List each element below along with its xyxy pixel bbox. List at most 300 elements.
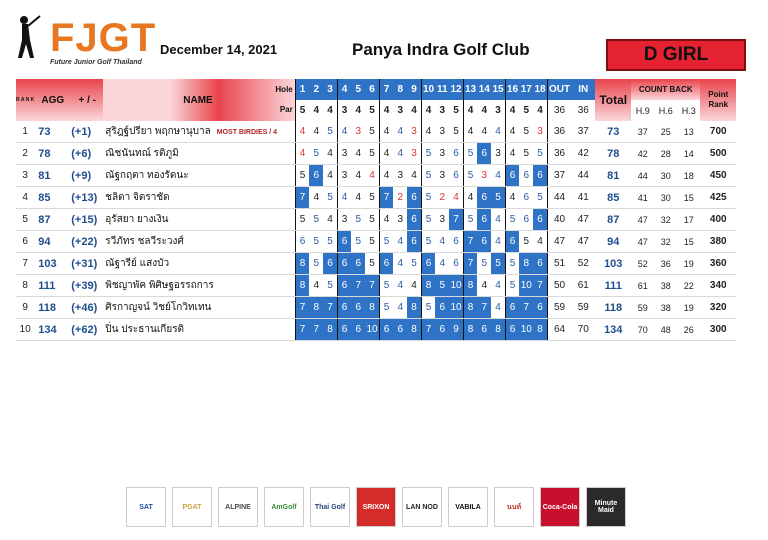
- sponsor-logo: LAN NOD: [402, 487, 442, 527]
- player-cb-h3: 15: [677, 231, 700, 253]
- player-points: 700: [700, 121, 736, 143]
- out-header: OUT: [547, 79, 571, 100]
- player-agg: 94: [34, 231, 71, 253]
- player-in: 41: [571, 187, 595, 209]
- par-value: 5: [523, 105, 530, 116]
- par-in: 36: [577, 105, 589, 116]
- hole-score: 8: [309, 297, 323, 319]
- player-cb-h6: 32: [654, 209, 677, 231]
- player-agg: 111: [34, 275, 71, 297]
- hole-score: 5: [323, 121, 337, 143]
- hole-score: 4: [379, 143, 393, 165]
- hole-score: 4: [393, 143, 407, 165]
- hole-score: 8: [295, 275, 309, 297]
- point-rank-header: Point Rank: [700, 79, 736, 121]
- hole-score: 8: [519, 253, 533, 275]
- player-rank: 6: [16, 231, 34, 253]
- player-in: 42: [571, 143, 595, 165]
- hole-score: 5: [365, 231, 379, 253]
- player-agg: 81: [34, 165, 71, 187]
- hole-score: 6: [505, 297, 519, 319]
- player-rank: 3: [16, 165, 34, 187]
- hole-score: 4: [393, 253, 407, 275]
- player-cb-h9: 42: [631, 143, 654, 165]
- hole-score: 6: [337, 297, 351, 319]
- player-points: 320: [700, 297, 736, 319]
- hole-score: 4: [323, 143, 337, 165]
- hole-score: 6: [449, 231, 463, 253]
- hole-score: 4: [309, 121, 323, 143]
- hole-number-header: 10: [421, 79, 435, 100]
- hole-score: 5: [519, 143, 533, 165]
- hole-score: 6: [449, 143, 463, 165]
- hole-score: 4: [393, 121, 407, 143]
- hole-score: 3: [533, 121, 547, 143]
- player-to-par: (+9): [71, 165, 103, 187]
- hole-score: 10: [449, 297, 463, 319]
- par-value: 4: [463, 100, 477, 121]
- hole-score: 8: [463, 275, 477, 297]
- rank-header: R A N K: [16, 79, 34, 121]
- hole-score: 4: [435, 231, 449, 253]
- division-title: D GIRL: [606, 39, 746, 71]
- hole-score: 7: [379, 187, 393, 209]
- hole-score: 5: [463, 143, 477, 165]
- hole-score: 5: [323, 231, 337, 253]
- player-rank: 10: [16, 319, 34, 341]
- player-cb-h6: 38: [654, 275, 677, 297]
- hole-score: 5: [365, 209, 379, 231]
- player-cb-h3: 19: [677, 297, 700, 319]
- hole-score: 8: [407, 297, 421, 319]
- player-in: 44: [571, 165, 595, 187]
- hole-score: 4: [351, 165, 365, 187]
- player-name-cell: [103, 187, 295, 209]
- hole-score: 4: [463, 121, 477, 143]
- player-in: 59: [571, 297, 595, 319]
- player-row: [16, 143, 736, 165]
- hole-score: 7: [519, 297, 533, 319]
- hole-score: 3: [337, 143, 351, 165]
- hole-score: 6: [393, 319, 407, 341]
- hole-score: 3: [435, 143, 449, 165]
- player-name: สุริฎฐ์ปรียา พฤกษานุบาล: [105, 126, 211, 137]
- hole-score: 4: [491, 209, 505, 231]
- player-out: 51: [547, 253, 571, 275]
- hole-score: 3: [393, 165, 407, 187]
- player-agg: 87: [34, 209, 71, 231]
- hole-number-header: 6: [365, 79, 379, 100]
- player-out: 36: [547, 121, 571, 143]
- hole-score: 8: [463, 319, 477, 341]
- hole-score: 5: [505, 253, 519, 275]
- par-value: 3: [337, 100, 351, 121]
- hole-score: 5: [379, 297, 393, 319]
- player-points: 340: [700, 275, 736, 297]
- hole-score: 4: [421, 121, 435, 143]
- hole-score: 4: [379, 165, 393, 187]
- hole-number-header: 15: [491, 79, 505, 100]
- hole-score: 5: [533, 187, 547, 209]
- hole-score: 4: [295, 143, 309, 165]
- player-cb-h9: 52: [631, 253, 654, 275]
- hole-score: 7: [295, 319, 309, 341]
- hole-score: 7: [295, 187, 309, 209]
- hole-score: 4: [477, 121, 491, 143]
- hole-score: 10: [449, 275, 463, 297]
- player-cb-h9: 47: [631, 209, 654, 231]
- par-value: 4: [481, 105, 488, 116]
- hole-number-header: 1: [295, 79, 309, 100]
- sponsor-logo: ALPINE: [218, 487, 258, 527]
- hole-score: 5: [379, 231, 393, 253]
- player-cb-h9: 70: [631, 319, 654, 341]
- hole-score: 7: [421, 319, 435, 341]
- player-agg: 134: [34, 319, 71, 341]
- hole-score: 5: [365, 143, 379, 165]
- hole-score: 4: [491, 165, 505, 187]
- hole-score: 4: [295, 121, 309, 143]
- hole-score: 4: [351, 143, 365, 165]
- player-cb-h3: 14: [677, 143, 700, 165]
- player-cb-h6: 36: [654, 253, 677, 275]
- hole-score: 4: [407, 275, 421, 297]
- hole-score: 8: [491, 319, 505, 341]
- player-cb-h3: 22: [677, 275, 700, 297]
- hole-score: 7: [309, 319, 323, 341]
- hole-score: 5: [407, 253, 421, 275]
- player-out: 40: [547, 209, 571, 231]
- sponsor-logo: SRIXON: [356, 487, 396, 527]
- player-total: 118: [595, 297, 631, 319]
- hole-score: 5: [379, 275, 393, 297]
- hole-score: 6: [533, 253, 547, 275]
- hole-score: 6: [435, 319, 449, 341]
- player-cb-h9: 47: [631, 231, 654, 253]
- hole-score: 5: [295, 165, 309, 187]
- hole-score: 3: [435, 121, 449, 143]
- hole-score: 4: [309, 275, 323, 297]
- player-rank: 8: [16, 275, 34, 297]
- hole-score: 5: [365, 253, 379, 275]
- hole-score: 5: [421, 231, 435, 253]
- player-out: 59: [547, 297, 571, 319]
- player-name-cell: [103, 121, 295, 143]
- logo-wordmark: FJGT: [50, 16, 157, 60]
- player-points: 380: [700, 231, 736, 253]
- hole-score: 6: [407, 209, 421, 231]
- player-cb-h6: 30: [654, 187, 677, 209]
- hole-score: 8: [463, 297, 477, 319]
- hole-score: 5: [309, 253, 323, 275]
- hole-score: 5: [421, 209, 435, 231]
- player-cb-h3: 13: [677, 121, 700, 143]
- player-rank: 9: [16, 297, 34, 319]
- hole-score: 4: [379, 209, 393, 231]
- hole-score: 5: [421, 187, 435, 209]
- hole-score: 5: [533, 143, 547, 165]
- player-in: 61: [571, 275, 595, 297]
- player-cb-h6: 25: [654, 121, 677, 143]
- hole-score: 6: [519, 187, 533, 209]
- player-row: [16, 253, 736, 275]
- hole-score: 6: [505, 165, 519, 187]
- hole-score: 6: [351, 319, 365, 341]
- hole-score: 10: [519, 275, 533, 297]
- player-name: อุรัสยา ยางเงิน: [105, 214, 169, 225]
- hole-score: 5: [421, 165, 435, 187]
- hole-score: 6: [519, 165, 533, 187]
- player-cb-h6: 30: [654, 165, 677, 187]
- hole-score: 6: [351, 253, 365, 275]
- hole-score: 8: [295, 253, 309, 275]
- hole-score: 4: [323, 165, 337, 187]
- hole-number-header: 16: [505, 79, 519, 100]
- h9-header: H.9: [635, 105, 650, 116]
- hole-score: 6: [477, 143, 491, 165]
- player-name: ณิชนันทณ์ รติภูมิ: [105, 148, 179, 159]
- player-rank: 1: [16, 121, 34, 143]
- par-value: 5: [369, 105, 375, 116]
- player-points: 360: [700, 253, 736, 275]
- hole-score: 3: [351, 121, 365, 143]
- hole-score: 7: [295, 297, 309, 319]
- sponsor-logo: SAT: [126, 487, 166, 527]
- count-back-header: COUNT BACK: [631, 79, 700, 100]
- player-row: [16, 231, 736, 253]
- par-value: 4: [533, 100, 547, 121]
- leaderboard: [16, 79, 736, 341]
- player-out: 44: [547, 187, 571, 209]
- player-name: ศิรกาญจน์ วิชย์โกวิทเทน: [105, 302, 212, 313]
- player-cb-h9: 59: [631, 297, 654, 319]
- player-cb-h3: 18: [677, 165, 700, 187]
- player-cb-h9: 37: [631, 121, 654, 143]
- hole-score: 6: [505, 319, 519, 341]
- hole-score: 5: [463, 165, 477, 187]
- hole-score: 6: [379, 319, 393, 341]
- hole-score: 5: [323, 275, 337, 297]
- hole-score: 5: [519, 121, 533, 143]
- hole-score: 4: [337, 121, 351, 143]
- hole-score: 4: [393, 297, 407, 319]
- hole-score: 6: [477, 209, 491, 231]
- hole-score: 6: [449, 165, 463, 187]
- player-name-cell: [103, 275, 295, 297]
- hole-score: 4: [491, 275, 505, 297]
- player-points: 450: [700, 165, 736, 187]
- player-points: 400: [700, 209, 736, 231]
- hole-score: 4: [337, 187, 351, 209]
- leaderboard-table: [16, 79, 736, 341]
- player-rank: 2: [16, 143, 34, 165]
- player-row: [16, 319, 736, 341]
- hole-score: 4: [491, 297, 505, 319]
- player-in: 47: [571, 209, 595, 231]
- hole-score: 6: [337, 319, 351, 341]
- hole-score: 5: [505, 275, 519, 297]
- hole-score: 5: [435, 275, 449, 297]
- agg-header: AGG: [34, 79, 71, 121]
- hole-score: 4: [505, 187, 519, 209]
- player-points: 500: [700, 143, 736, 165]
- hole-score: 4: [365, 165, 379, 187]
- hole-score: 8: [421, 275, 435, 297]
- h6-header: H.6: [658, 105, 673, 116]
- player-cb-h9: 41: [631, 187, 654, 209]
- hole-score: 3: [407, 143, 421, 165]
- hole-score: 5: [449, 121, 463, 143]
- player-row: [16, 275, 736, 297]
- player-agg: 118: [34, 297, 71, 319]
- player-rank: 5: [16, 209, 34, 231]
- player-rank: 7: [16, 253, 34, 275]
- hole-score: 6: [477, 187, 491, 209]
- hole-score: 3: [393, 209, 407, 231]
- par-value: 3: [397, 105, 404, 116]
- hole-score: 7: [365, 275, 379, 297]
- hole-score: 6: [379, 253, 393, 275]
- player-in: 52: [571, 253, 595, 275]
- hole-score: 5: [477, 253, 491, 275]
- sponsor-logo: Minute Maid: [586, 487, 626, 527]
- player-row: [16, 165, 736, 187]
- player-name-cell: [103, 143, 295, 165]
- hole-score: 8: [407, 319, 421, 341]
- hole-score: 6: [295, 231, 309, 253]
- hole-score: 6: [351, 297, 365, 319]
- hole-score: 5: [463, 209, 477, 231]
- hole-number-header: 3: [323, 79, 337, 100]
- player-total: 78: [595, 143, 631, 165]
- hole-score: 4: [533, 231, 547, 253]
- hole-number-header: 11: [435, 79, 449, 100]
- player-cb-h3: 15: [677, 187, 700, 209]
- hole-score: 4: [505, 143, 519, 165]
- par-value: 4: [379, 100, 393, 121]
- fjgt-logo: [10, 12, 157, 72]
- hole-number-header: 8: [393, 79, 407, 100]
- hole-score: 3: [491, 143, 505, 165]
- hole-score: 3: [337, 209, 351, 231]
- sponsor-logo: นนท์: [494, 487, 534, 527]
- hole-score: 2: [435, 187, 449, 209]
- player-total: 85: [595, 187, 631, 209]
- hole-score: 3: [477, 165, 491, 187]
- hole-score: 4: [393, 231, 407, 253]
- hole-score: 6: [519, 209, 533, 231]
- player-total: 103: [595, 253, 631, 275]
- par-value: 5: [295, 100, 309, 121]
- par-value: 4: [421, 100, 435, 121]
- player-name: พิชญาพัค พิศิษฐอรรถการ: [105, 280, 214, 291]
- header-row-holes: [16, 79, 736, 100]
- player-total: 94: [595, 231, 631, 253]
- hole-score: 6: [533, 297, 547, 319]
- player-agg: 85: [34, 187, 71, 209]
- player-cb-h6: 32: [654, 231, 677, 253]
- hole-score: 3: [435, 165, 449, 187]
- hole-number-header: 13: [463, 79, 477, 100]
- player-agg: 73: [34, 121, 71, 143]
- hole-label: Hole: [275, 85, 293, 94]
- hole-score: 5: [351, 209, 365, 231]
- hole-score: 5: [505, 209, 519, 231]
- player-to-par: (+62): [71, 319, 103, 341]
- player-rank: 4: [16, 187, 34, 209]
- hole-number-header: 18: [533, 79, 547, 100]
- hole-score: 6: [505, 231, 519, 253]
- hole-score: 7: [351, 275, 365, 297]
- hole-score: 5: [421, 143, 435, 165]
- hole-score: 4: [449, 187, 463, 209]
- hole-score: 5: [309, 209, 323, 231]
- hole-score: 6: [477, 319, 491, 341]
- hole-score: 6: [407, 231, 421, 253]
- hole-score: 4: [491, 231, 505, 253]
- sponsor-logo: Thai Golf: [310, 487, 350, 527]
- player-cb-h9: 44: [631, 165, 654, 187]
- to-par-header: + / -: [71, 79, 103, 121]
- player-row: [16, 187, 736, 209]
- hole-score: 7: [463, 231, 477, 253]
- hole-score: 6: [407, 187, 421, 209]
- par-value: 4: [327, 105, 333, 116]
- hole-score: 4: [407, 165, 421, 187]
- hole-number-header: 14: [477, 79, 491, 100]
- player-out: 47: [547, 231, 571, 253]
- hole-score: 4: [491, 121, 505, 143]
- par-value: 4: [411, 105, 417, 116]
- total-header: Total: [595, 79, 631, 121]
- hole-number-header: 5: [351, 79, 365, 100]
- par-value: 4: [355, 105, 362, 116]
- hole-score: 3: [407, 121, 421, 143]
- par-label: Par: [279, 105, 293, 114]
- player-name-cell: [103, 297, 295, 319]
- name-header-label: NAME: [183, 94, 213, 106]
- logo-tagline: Future Junior Golf Thailand: [50, 59, 142, 66]
- hole-number-header: 12: [449, 79, 463, 100]
- par-value: 5: [453, 105, 459, 116]
- hole-score: 4: [435, 253, 449, 275]
- hole-score: 4: [323, 209, 337, 231]
- player-name: ณัฐกฤตา ทองรัตนะ: [105, 170, 189, 181]
- golfer-silhouette-icon: [10, 14, 44, 68]
- name-header: [103, 79, 295, 121]
- sponsor-strip: [126, 487, 626, 527]
- player-cb-h6: 28: [654, 143, 677, 165]
- event-date: December 14, 2021: [160, 42, 278, 57]
- hole-score: 3: [435, 209, 449, 231]
- player-name-cell: [103, 253, 295, 275]
- par-value: 4: [313, 105, 320, 116]
- player-name-cell: [103, 319, 295, 341]
- hole-score: 6: [337, 231, 351, 253]
- player-to-par: (+39): [71, 275, 103, 297]
- player-agg: 103: [34, 253, 71, 275]
- player-out: 50: [547, 275, 571, 297]
- player-name-cell: [103, 209, 295, 231]
- player-cb-h3: 19: [677, 253, 700, 275]
- player-in: 70: [571, 319, 595, 341]
- hole-par-labels: [275, 80, 294, 120]
- player-out: 37: [547, 165, 571, 187]
- player-cb-h3: 17: [677, 209, 700, 231]
- player-agg: 78: [34, 143, 71, 165]
- hole-score: 4: [309, 187, 323, 209]
- player-name: ณัฐารีย์ แสงบัว: [105, 258, 170, 269]
